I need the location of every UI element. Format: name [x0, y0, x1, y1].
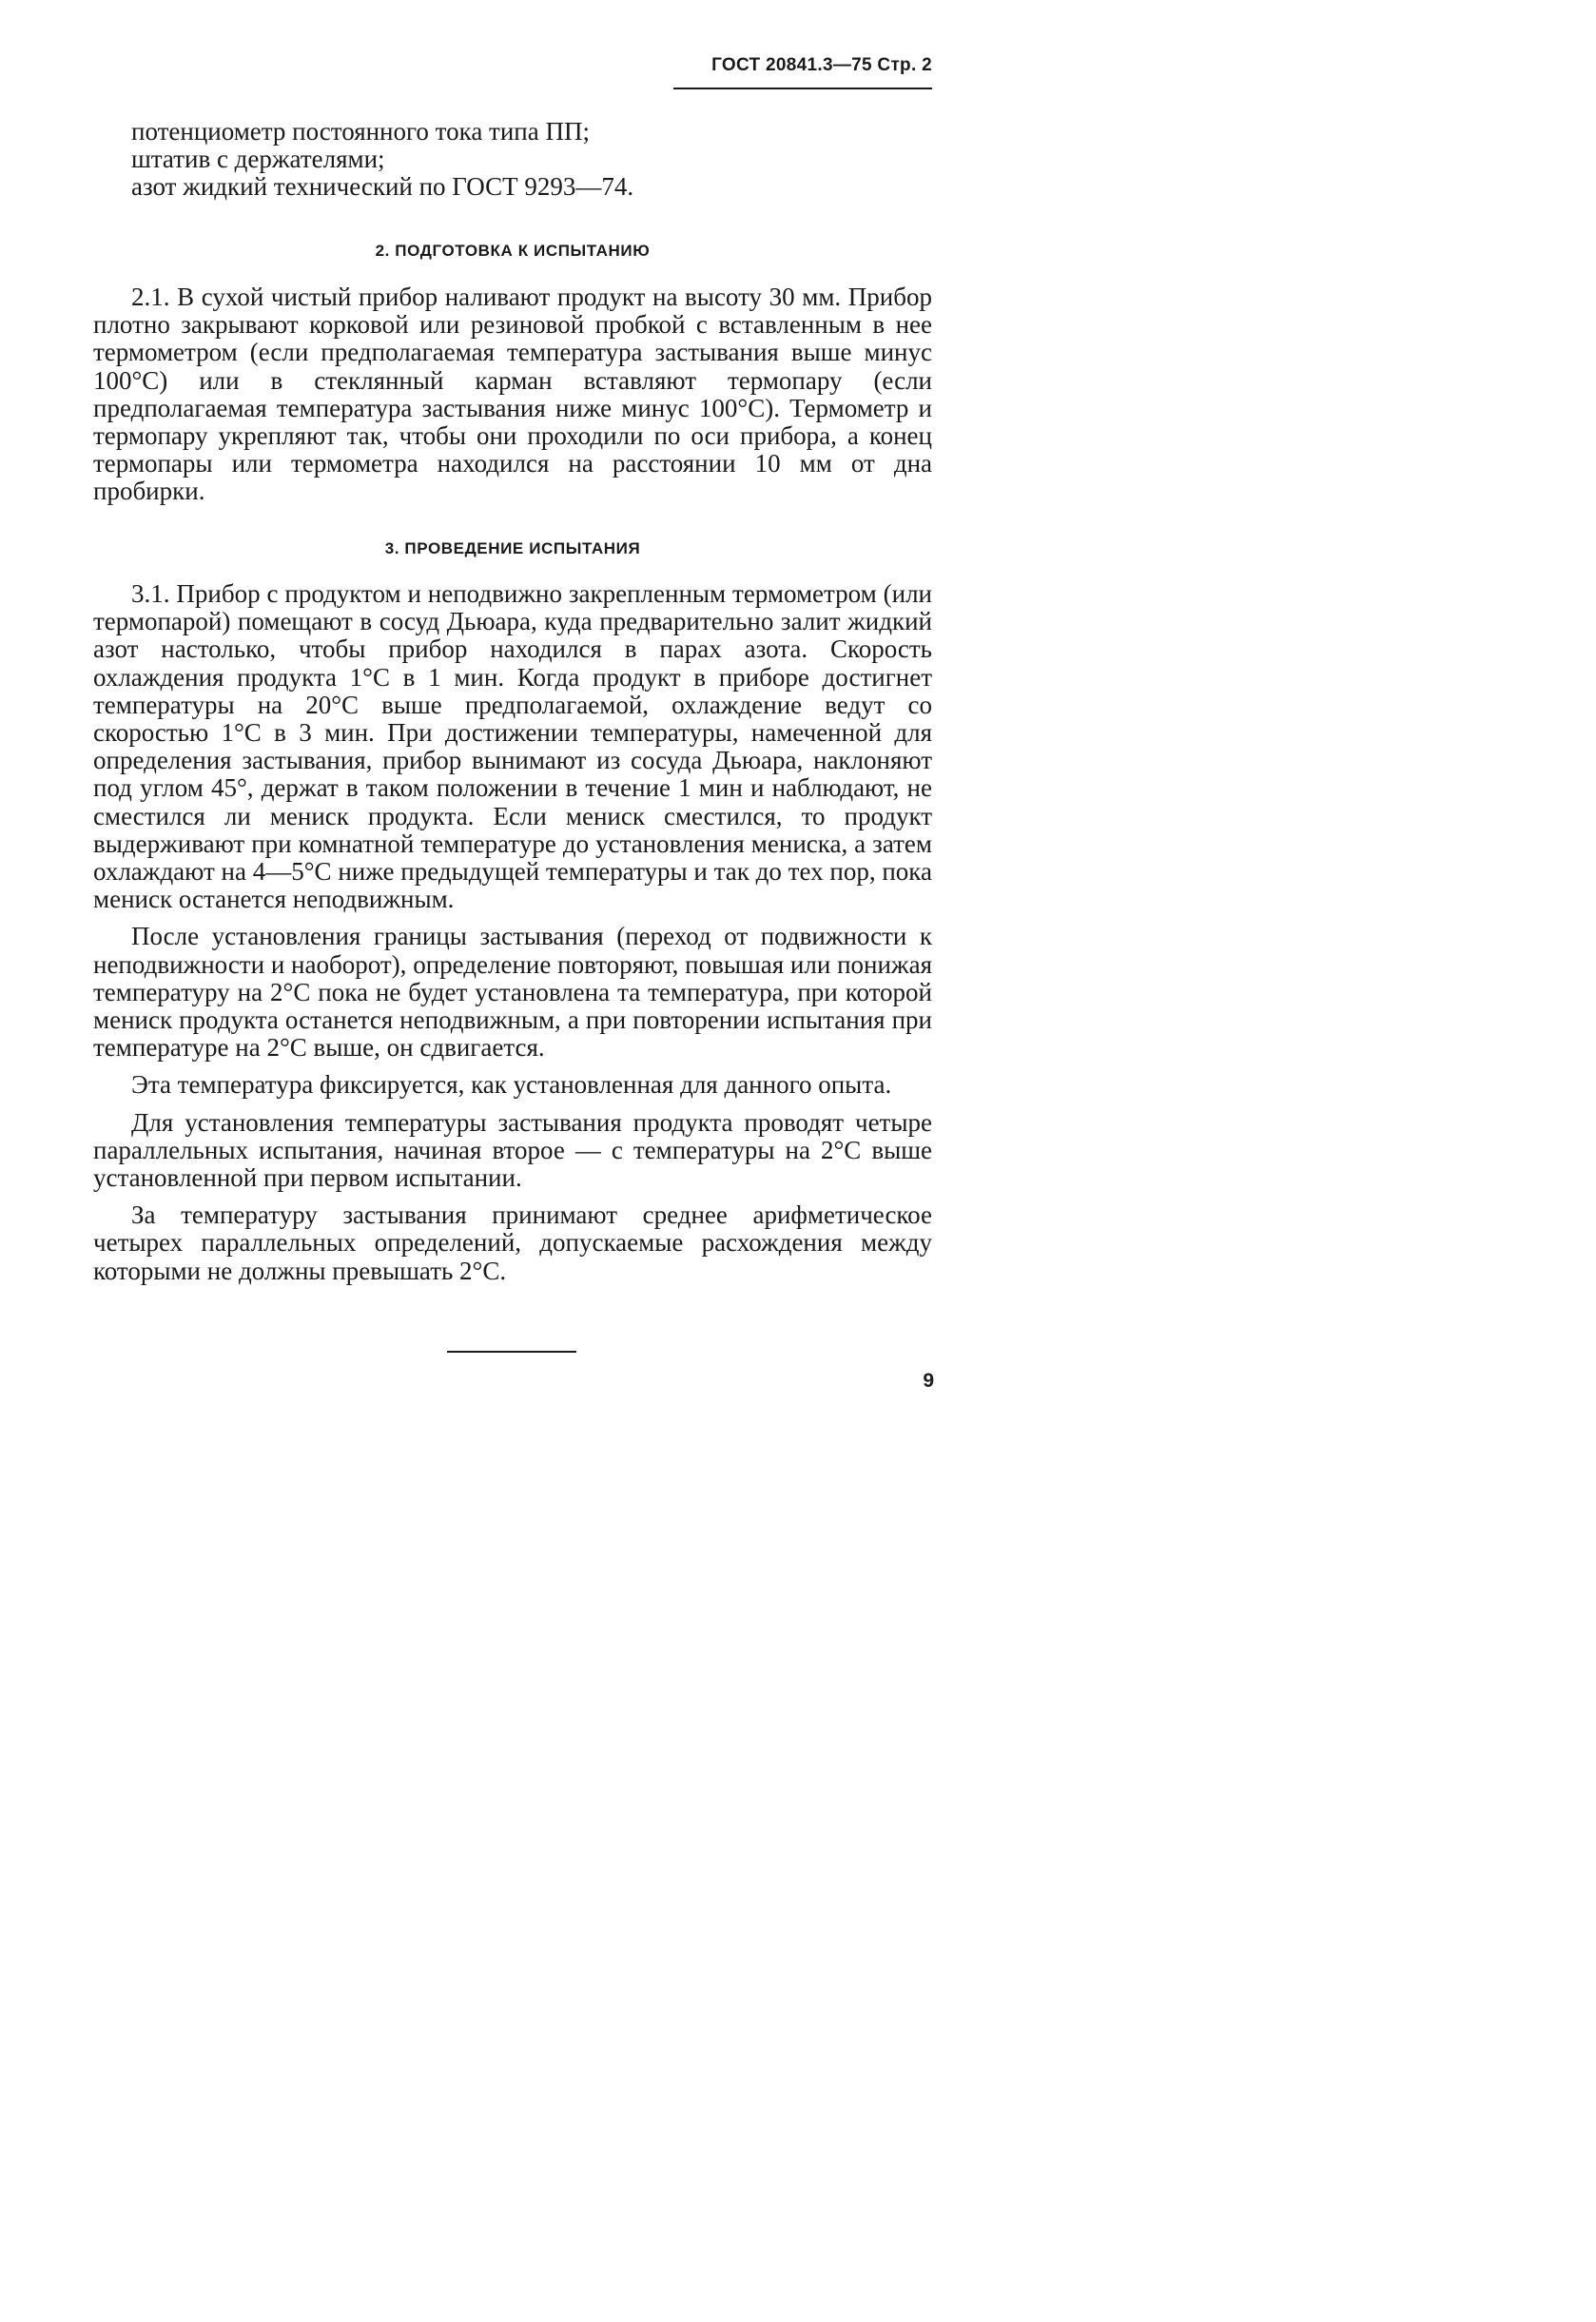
paragraph: После установления границы застывания (переход от подвижности к неподвижности и наоборот), определение повторяют, повышая или понижая температуру на 2°С пока не будет установлена та температура, при которой мениск продукта останется неподвижным, а при повторении испытания при температуре на 2°С выше, он сдвигается. — [93, 922, 932, 1063]
page-number: 9 — [923, 1370, 934, 1392]
paragraph: Эта температура фиксируется, как установленная для данного опыта. — [131, 1070, 892, 1100]
paragraph: Для установления температуры застывания продукта проводят четыре параллельных испытания, начиная второе — с температуры на 2°С выше установленной при первом испытании. — [93, 1107, 932, 1193]
paragraph: 3.1. Прибор с продуктом и неподвижно закрепленным термометром (или термопарой) помещают в сосуд Дьюара, куда предварительно залит жидкий азот настолько, чтобы прибор находился в парах азота. Скорость охлаждения продукта 1°С в 1 мин. Когда продукт в приборе достигнет температуры на 20°С выше предполагаемой, охлаждение ведут со скоростью 1°С в 3 мин. При достижении температуры, намеченной для определения застывания, прибор вынимают из сосуда Дьюара, наклоняют под углом 45°, держат в таком положении в течение 1 мин и наблюдают, не сместился ли мениск продукта. Если мениск сместился, то продукт выдерживают при комнатной температуре до установления мениска, а затем охлаждают на 4—5°С ниже предыдущей температуры и так до тех пор, пока мениск останется неподвижным. — [93, 579, 932, 914]
running-header: ГОСТ 20841.3—75 Стр. 2 — [711, 55, 932, 75]
list-item: азот жидкий технический по ГОСТ 9293—74. — [131, 172, 634, 202]
list-item: потенциометр постоянного тока типа ПП; — [131, 117, 590, 146]
list-item: штатив с держателями; — [131, 145, 385, 174]
paragraph: 2.1. В сухой чистый прибор наливают продукт на высоту 30 мм. Прибор плотно закрывают корковой или резиновой пробкой с вставленным в нее термометром (если предполагаемая температура застывания выше минус 100°С) или в стеклянный карман вставляют термопару (если предполагаемая температура застывания ниже минус 100°С). Термометр и термопару укрепляют так, чтобы они проходили по оси прибора, а конец термопары или термометра находился на расстоянии 10 мм от дна пробирки. — [93, 283, 932, 506]
header-rule — [673, 88, 932, 89]
paragraph: За температуру застывания принимают среднее арифметическое четырех параллельных определений, допускаемые расхождения между которыми не должны превышать 2°С. — [93, 1200, 932, 1285]
equipment-list — [131, 118, 633, 202]
section-heading-procedure: 3. ПРОВЕДЕНИЕ ИСПЫТАНИЯ — [384, 539, 641, 557]
document-page — [0, 0, 1025, 1492]
footer-rule — [447, 1351, 576, 1353]
section-heading-preparation: 2. ПОДГОТОВКА К ИСПЫТАНИЮ — [375, 242, 651, 260]
section-body-preparation — [93, 283, 932, 506]
section-body-procedure — [93, 580, 932, 1285]
